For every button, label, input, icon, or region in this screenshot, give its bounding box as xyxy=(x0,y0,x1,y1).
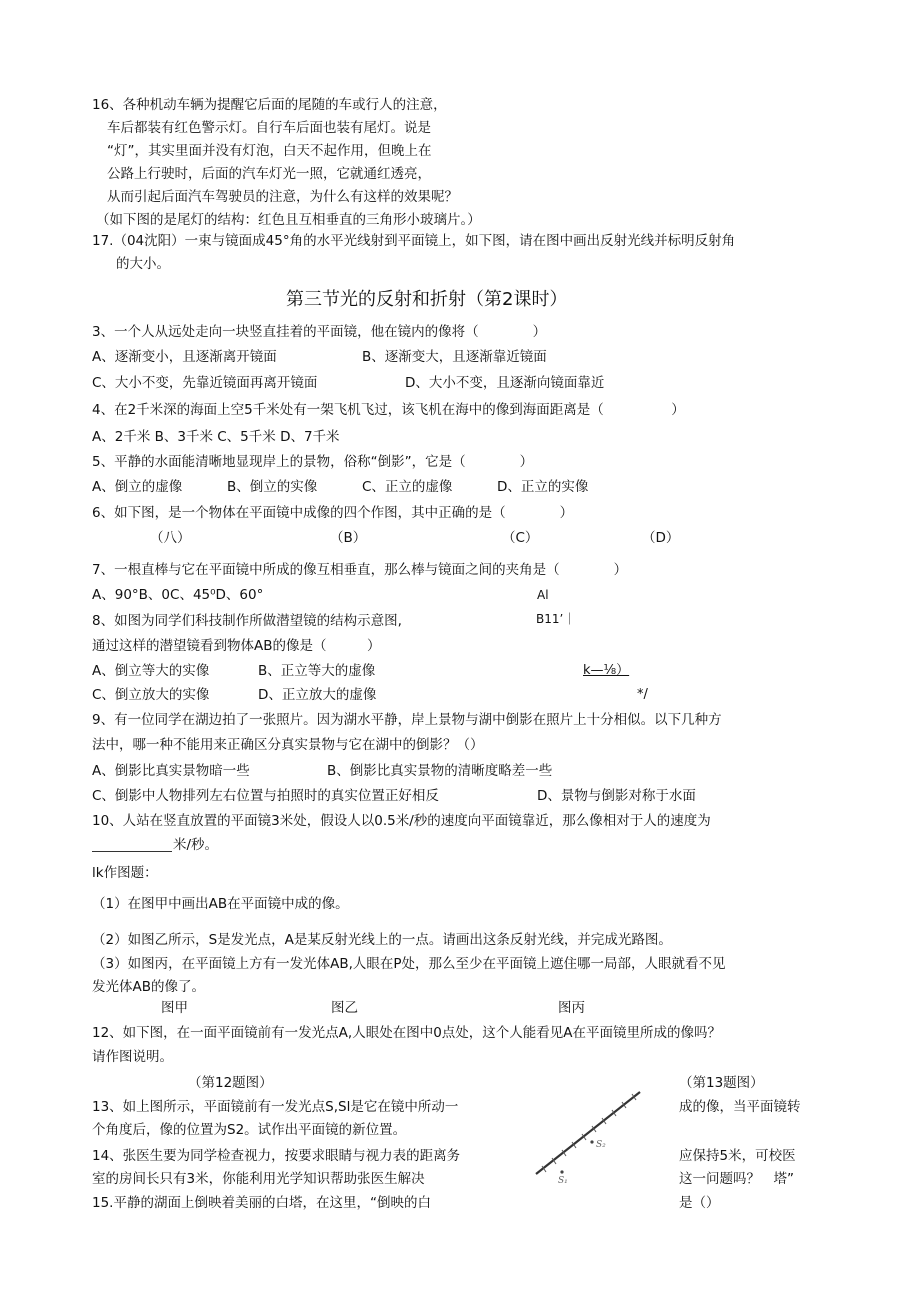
section-title: 第三节光的反射和折射（第2课时） xyxy=(286,289,568,310)
q8-option-d: D、正立放大的虚像 xyxy=(258,687,377,703)
q7-figure-label: Al xyxy=(537,588,549,602)
q14-line-2: 室的房间长只有3米，你能利用光学知识帮助张医生解决 xyxy=(92,1171,425,1187)
q8-option-c: C、倒立放大的实像 xyxy=(92,687,210,703)
q11-heading: lk作图题： xyxy=(92,865,158,881)
q3-option-c: C、大小不变，先靠近镜面再离开镜面 xyxy=(92,375,318,391)
q14-right-text-1: 应保持5米，可校医 xyxy=(679,1148,796,1164)
q11-figure-bing-label: 图丙 xyxy=(558,1000,585,1016)
q10-answer-blank xyxy=(92,851,172,852)
q5-option-b: B、倒立的实像 xyxy=(227,479,318,495)
q6-figure-c-label: （C） xyxy=(502,530,539,546)
q11-part-1: （1）在图甲中画出AB在平面镜中成的像。 xyxy=(92,896,349,912)
point-s1-label: S₁ xyxy=(558,1176,568,1186)
q17-line-1: 17.（04沈阳）一束与镜面成45°角的水平光线射到平面镜上，如下图，请在图中画出反射光线并标明反射角 xyxy=(92,233,736,249)
q3-stem: 3、一个人从远处走向一块竖直挂着的平面镜，他在镜内的像将（ ） xyxy=(92,324,547,340)
q9-option-c: C、倒影中人物排列左右位置与拍照时的真实位置正好相反 xyxy=(92,788,439,804)
mirror-line xyxy=(536,1092,640,1174)
q12-figure-caption: （第12题图） xyxy=(188,1075,273,1091)
q11-part-3-line-2: 发光体AB的像了。 xyxy=(92,979,205,995)
q7-stem: 7、一根直棒与它在平面镜中所成的像互相垂直，那么棒与镜面之间的夹角是（ ） xyxy=(92,562,628,578)
q15-line-1: 15.平静的湖面上倒映着美丽的白塔，在这里，“倒映的白 xyxy=(92,1195,431,1211)
q8-figure-text-3: */ xyxy=(637,687,648,702)
q9-line-1: 9、有一位同学在湖边拍了一张照片。因为湖水平静，岸上景物与湖中倒影在照片上十分相似。以下几种方 xyxy=(92,712,722,728)
mirror-figure xyxy=(528,1086,650,1186)
q12-line-1: 12、如下图，在一面平面镜前有一发光点A,人眼处在图中0点处，这个人能看见A在平面镜里所成的像吗？ xyxy=(92,1025,722,1041)
q10-line-2: 米/秒。 xyxy=(173,837,219,853)
q8-option-b: B、正立等大的虚像 xyxy=(258,663,376,679)
point-s2 xyxy=(590,1140,593,1143)
q3-option-a: A、逐渐变小，且逐渐离开镜面 xyxy=(92,349,277,365)
q15-right-text: 是（） xyxy=(679,1195,720,1211)
q4-stem: 4、在2千米深的海面上空5千米处有一架飞机飞过，该飞机在海中的像到海面距离是（ ） xyxy=(92,402,685,418)
q5-option-d: D、正立的实像 xyxy=(497,479,589,495)
q12-line-2: 请作图说明。 xyxy=(92,1049,173,1065)
q11-figure-jia-label: 图甲 xyxy=(161,1000,188,1016)
q9-option-d: D、景物与倒影对称于水面 xyxy=(537,788,696,804)
q10-line-1: 10、人站在竖直放置的平面镜3米处，假设人以0.5米/秒的速度向平面镜靠近，那么像相对于人的速度为 xyxy=(92,813,711,829)
q6-figure-a-label: （八） xyxy=(150,530,191,546)
q11-part-3-line-1: （3）如图丙，在平面镜上方有一发光体AB,人眼在P处，那么至少在平面镜上遮住哪一局部，人眼就看不见 xyxy=(92,956,726,972)
q9-option-b: B、倒影比真实景物的清晰度略差一些 xyxy=(327,763,553,779)
q5-option-c: C、正立的虚像 xyxy=(362,479,453,495)
q8-line-1: 8、如图为同学们科技制作所做潜望镜的结构示意图, xyxy=(92,613,402,629)
q14-line-1: 14、张医生要为同学检查视力，按要求眼睛与视力表的距离务 xyxy=(92,1148,461,1164)
q9-option-a: A、倒影比真实景物暗一些 xyxy=(92,763,250,779)
q3-option-b: B、逐渐变大，且逐渐靠近镜面 xyxy=(362,349,547,365)
q16-line-3: “灯”，其实里面并没有灯泡，白天不起作用，但晚上在 xyxy=(107,143,432,159)
q6-stem: 6、如下图，是一个物体在平面镜中成像的四个作图，其中正确的是（ ） xyxy=(92,505,574,521)
q16-line-2: 车后都装有红色警示灯。自行车后面也装有尾灯。说是 xyxy=(107,120,431,136)
q6-figure-b-label: （B） xyxy=(330,530,367,546)
q14-right-text-2: 这一问题吗？ 塔” xyxy=(679,1171,794,1187)
q8-option-a: A、倒立等大的实像 xyxy=(92,663,210,679)
q13-line-1: 13、如上图所示，平面镜前有一发光点S,Sl是它在镜中所动一 xyxy=(92,1099,459,1115)
q13-figure-caption: （第13题图） xyxy=(679,1075,764,1091)
q5-stem: 5、平静的水面能清晰地显现岸上的景物，俗称“倒影”，它是（ ） xyxy=(92,454,534,470)
point-s1 xyxy=(560,1170,563,1173)
q11-part-2: （2）如图乙所示，S是发光点，A是某反射光线上的一点。请画出这条反射光线，并完成光路图。 xyxy=(92,932,672,948)
q4-options: A、2千米 B、3千米 C、5千米 D、7千米 xyxy=(92,429,340,445)
q11-figure-yi-label: 图乙 xyxy=(331,1000,358,1016)
q13-right-text: 成的像，当平面镜转 xyxy=(679,1099,801,1115)
q8-figure-text-2: k—⅛） xyxy=(583,663,630,678)
q8-line-2: 通过这样的潜望镜看到物体AB的像是（ ） xyxy=(92,638,381,654)
q16-line-1: 16、各种机动车辆为提醒它后面的尾随的车或行人的注意， xyxy=(92,97,447,113)
q16-line-5: 从而引起后面汽车驾驶员的注意，为什么有这样的效果呢？ xyxy=(107,189,458,205)
q9-line-2: 法中，哪一种不能用来正确区分真实景物与它在湖中的倒影？（） xyxy=(92,737,484,753)
q7-options: A、90°B、0C、45⁰D、60° xyxy=(92,587,264,603)
q17-line-2: 的大小。 xyxy=(116,256,170,272)
q16-line-4: 公路上行驶时，后面的汽车灯光一照，它就通红透亮， xyxy=(107,166,431,182)
q8-figure-text-1: B11’｜ xyxy=(536,612,576,626)
q3-option-d: D、大小不变，且逐渐向镜面靠近 xyxy=(405,375,605,391)
q16-line-6: （如下图的是尾灯的结构：红色且互相垂直的三角形小玻璃片。） xyxy=(96,212,481,228)
q5-option-a: A、倒立的虚像 xyxy=(92,479,183,495)
point-s2-label: S₂ xyxy=(596,1140,606,1150)
q13-line-2: 个角度后，像的位置为S2。试作出平面镜的新位置。 xyxy=(92,1122,407,1138)
q6-figure-d-label: （D） xyxy=(642,530,680,546)
